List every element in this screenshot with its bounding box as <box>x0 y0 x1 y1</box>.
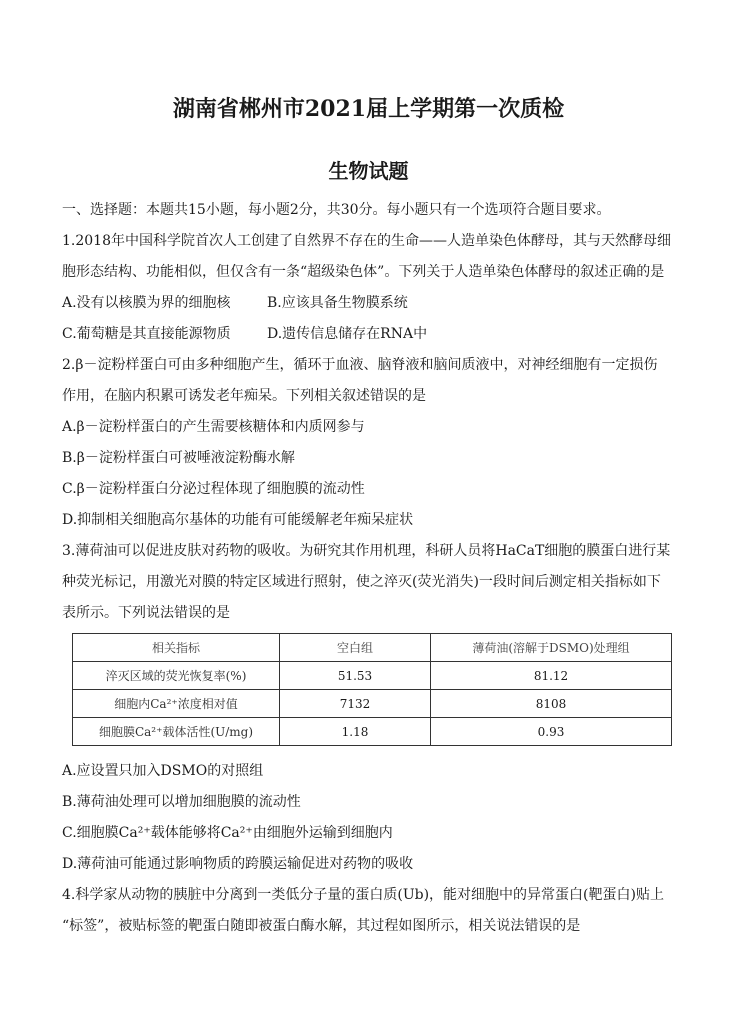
q3-stem-line3: 表所示。下列说法错误的是 <box>62 605 230 621</box>
table-header-cell: 空白组 <box>280 634 431 662</box>
q1-option-c: C.葡萄糖是其直接能源物质 <box>62 326 231 342</box>
q3-data-table <box>72 633 672 746</box>
q3-stem-line1: 3.薄荷油可以促进皮肤对药物的吸收。为研究其作用机理，科研人员将HaCaT细胞的膜蛋白进行某 <box>62 543 671 559</box>
q2-option-d: D.抑制相关细胞高尔基体的功能有可能缓解老年痴呆症状 <box>62 512 414 528</box>
q1-stem-line1: 1.2018年中国科学院首次人工创建了自然界不存在的生命——人造单染色体酵母，其与天然酵母细 <box>62 233 671 249</box>
table-cell: 81.12 <box>431 662 672 690</box>
table-header-cell: 相关指标 <box>73 634 280 662</box>
table-row <box>73 718 672 746</box>
q4-stem-line1: 4.科学家从动物的胰脏中分离到一类低分子量的蛋白质(Ub)，能对细胞中的异常蛋白(靶蛋白)贴上 <box>62 887 664 903</box>
q3-option-c: C.细胞膜Ca²⁺载体能够将Ca²⁺由细胞外运输到细胞内 <box>62 825 393 841</box>
section-heading: 一、选择题：本题共15小题，每小题2分，共30分。每小题只有一个选项符合题目要求。 <box>62 202 611 218</box>
q1-option-b: B.应该具备生物膜系统 <box>267 295 408 311</box>
table-cell: 1.18 <box>280 718 431 746</box>
q4-stem-line2: “标签”，被贴标签的靶蛋白随即被蛋白酶水解，其过程如图所示，相关说法错误的是 <box>62 918 581 934</box>
exam-title: 湖南省郴州市2021届上学期第一次质检 <box>172 96 565 122</box>
q1-option-d: D.遗传信息储存在RNA中 <box>267 326 428 342</box>
table-cell: 51.53 <box>280 662 431 690</box>
table-row <box>73 690 672 718</box>
table-row <box>73 662 672 690</box>
table-cell: 细胞膜Ca²⁺载体活性(U/mg) <box>73 718 280 746</box>
q3-option-d: D.薄荷油可能通过影响物质的跨膜运输促进对药物的吸收 <box>62 856 414 872</box>
table-cell: 细胞内Ca²⁺浓度相对值 <box>73 690 280 718</box>
table-header-row <box>73 634 672 662</box>
q3-option-b: B.薄荷油处理可以增加细胞膜的流动性 <box>62 794 301 810</box>
q1-options-row2 <box>62 325 427 343</box>
q2-option-c: C.β－淀粉样蛋白分泌过程体现了细胞膜的流动性 <box>62 481 365 497</box>
q2-option-a: A.β－淀粉样蛋白的产生需要核糖体和内质网参与 <box>62 419 365 435</box>
q2-stem-line2: 作用，在脑内积累可诱发老年痴呆。下列相关叙述错误的是 <box>62 388 426 404</box>
q3-option-a: A.应设置只加入DSMO的对照组 <box>62 763 264 779</box>
q3-stem-line2: 种荧光标记，用激光对膜的特定区域进行照射，使之淬灭(荧光消失)一段时间后测定相关指标如下 <box>62 574 661 590</box>
q2-option-b: B.β－淀粉样蛋白可被唾液淀粉酶水解 <box>62 450 295 466</box>
table-cell: 0.93 <box>431 718 672 746</box>
q2-stem-line1: 2.β－淀粉样蛋白可由多种细胞产生，循环于血液、脑脊液和脑间质液中，对神经细胞有一定损伤 <box>62 357 658 373</box>
q1-option-a: A.没有以核膜为界的细胞核 <box>62 295 231 311</box>
exam-subtitle: 生物试题 <box>328 159 409 183</box>
table-cell: 8108 <box>431 690 672 718</box>
q1-stem-line2: 胞形态结构、功能相似，但仅含有一条“超级染色体”。下列关于人造单染色体酵母的叙述正确的是 <box>62 264 665 280</box>
table-cell: 淬灭区域的荧光恢复率(%) <box>73 662 280 690</box>
table-header-cell: 薄荷油(溶解于DSMO)处理组 <box>431 634 672 662</box>
table-cell: 7132 <box>280 690 431 718</box>
q1-options-row1 <box>62 294 408 312</box>
